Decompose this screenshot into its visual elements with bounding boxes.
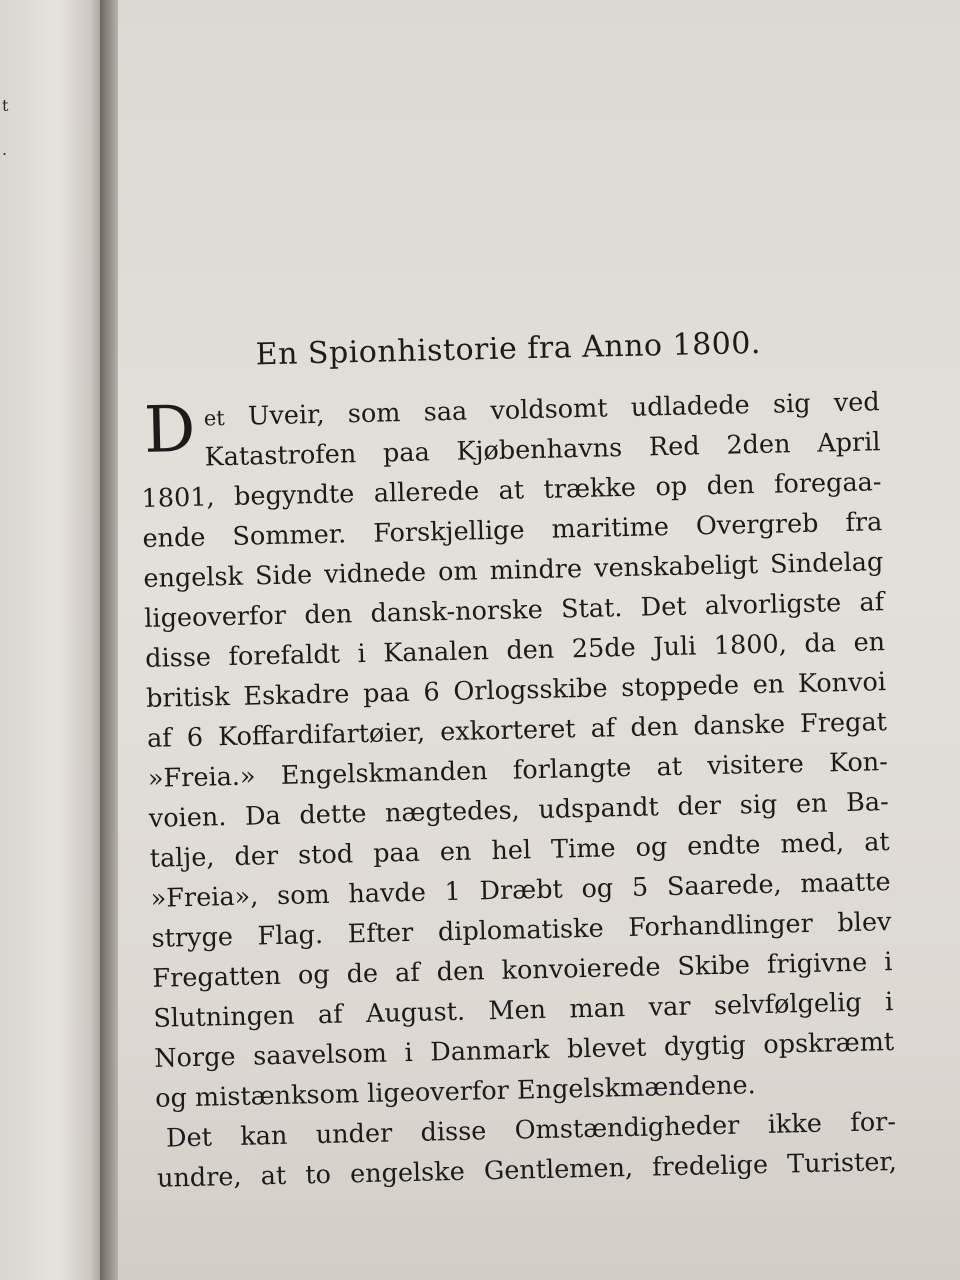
text-line: Katastrofen paa Kjøbenhavns Red 2den April bbox=[204, 427, 881, 473]
left-page-fragment: . bbox=[2, 140, 8, 159]
left-page-fragment: t bbox=[2, 96, 9, 115]
text-line: »Freia.» Engelskmanden forlangte at visitere Kon- bbox=[147, 747, 889, 794]
text-line: Det kan under disse Omstændigheder ikke for- bbox=[165, 1107, 897, 1154]
text-line-content: Uveir, som saa voldsomt udladede sig ved bbox=[247, 387, 880, 432]
text-line: ende Sommer. Forskjellige maritime Overgreb fra bbox=[142, 507, 883, 554]
left-page-edge bbox=[0, 0, 106, 1280]
paragraph-1 bbox=[139, 382, 895, 1119]
text-line: voien. Da dette nægtedes, udspandt der sig en Ba- bbox=[148, 787, 890, 834]
text-line: Norge saavelsom i Danmark blevet dygtig opskræmt bbox=[153, 1027, 895, 1074]
drop-cap: D bbox=[143, 392, 197, 468]
text-line: af 6 Koffardifartøier, exkorteret af den danske Fregat bbox=[146, 707, 888, 754]
text-line: Slutningen af August. Men man var selvfølgelig i bbox=[153, 987, 894, 1034]
text-line: stryge Flag. Efter diplomatiske Forhandlinger blev bbox=[151, 907, 892, 954]
text-line: britisk Eskadre paa 6 Orlogsskibe stoppede en Konvoi bbox=[145, 667, 887, 714]
article-title: En Spionhistorie fra Anno 1800. bbox=[255, 325, 762, 373]
first-word-rest: et bbox=[203, 406, 225, 431]
text-line: ligeoverfor den dansk-norske Stat. Det alvorligste af bbox=[143, 587, 885, 634]
text-line: engelsk Side vidnede om mindre venskabeligt Sindelag bbox=[143, 547, 884, 594]
text-line: og mistænksom ligeoverfor Engelskmændene. bbox=[154, 1070, 757, 1114]
paragraph-2 bbox=[156, 1102, 898, 1199]
text-line: Fregatten og de af den konvoierede Skibe frigivne i bbox=[152, 947, 893, 994]
text-line: talje, der stod paa en hel Time og endte med, at bbox=[149, 827, 890, 874]
article bbox=[138, 323, 897, 1199]
text-line: disse forefaldt i Kanalen den 25de Juli 1800, da en bbox=[144, 627, 886, 674]
text-line: »Freia», som havde 1 Dræbt og 5 Saarede, maatte bbox=[150, 867, 891, 914]
text-line: undre, at to engelske Gentlemen, fredelige Turister, bbox=[156, 1146, 898, 1194]
text-line: 1801, begyndte allerede at trække op den foregaa- bbox=[141, 467, 882, 514]
